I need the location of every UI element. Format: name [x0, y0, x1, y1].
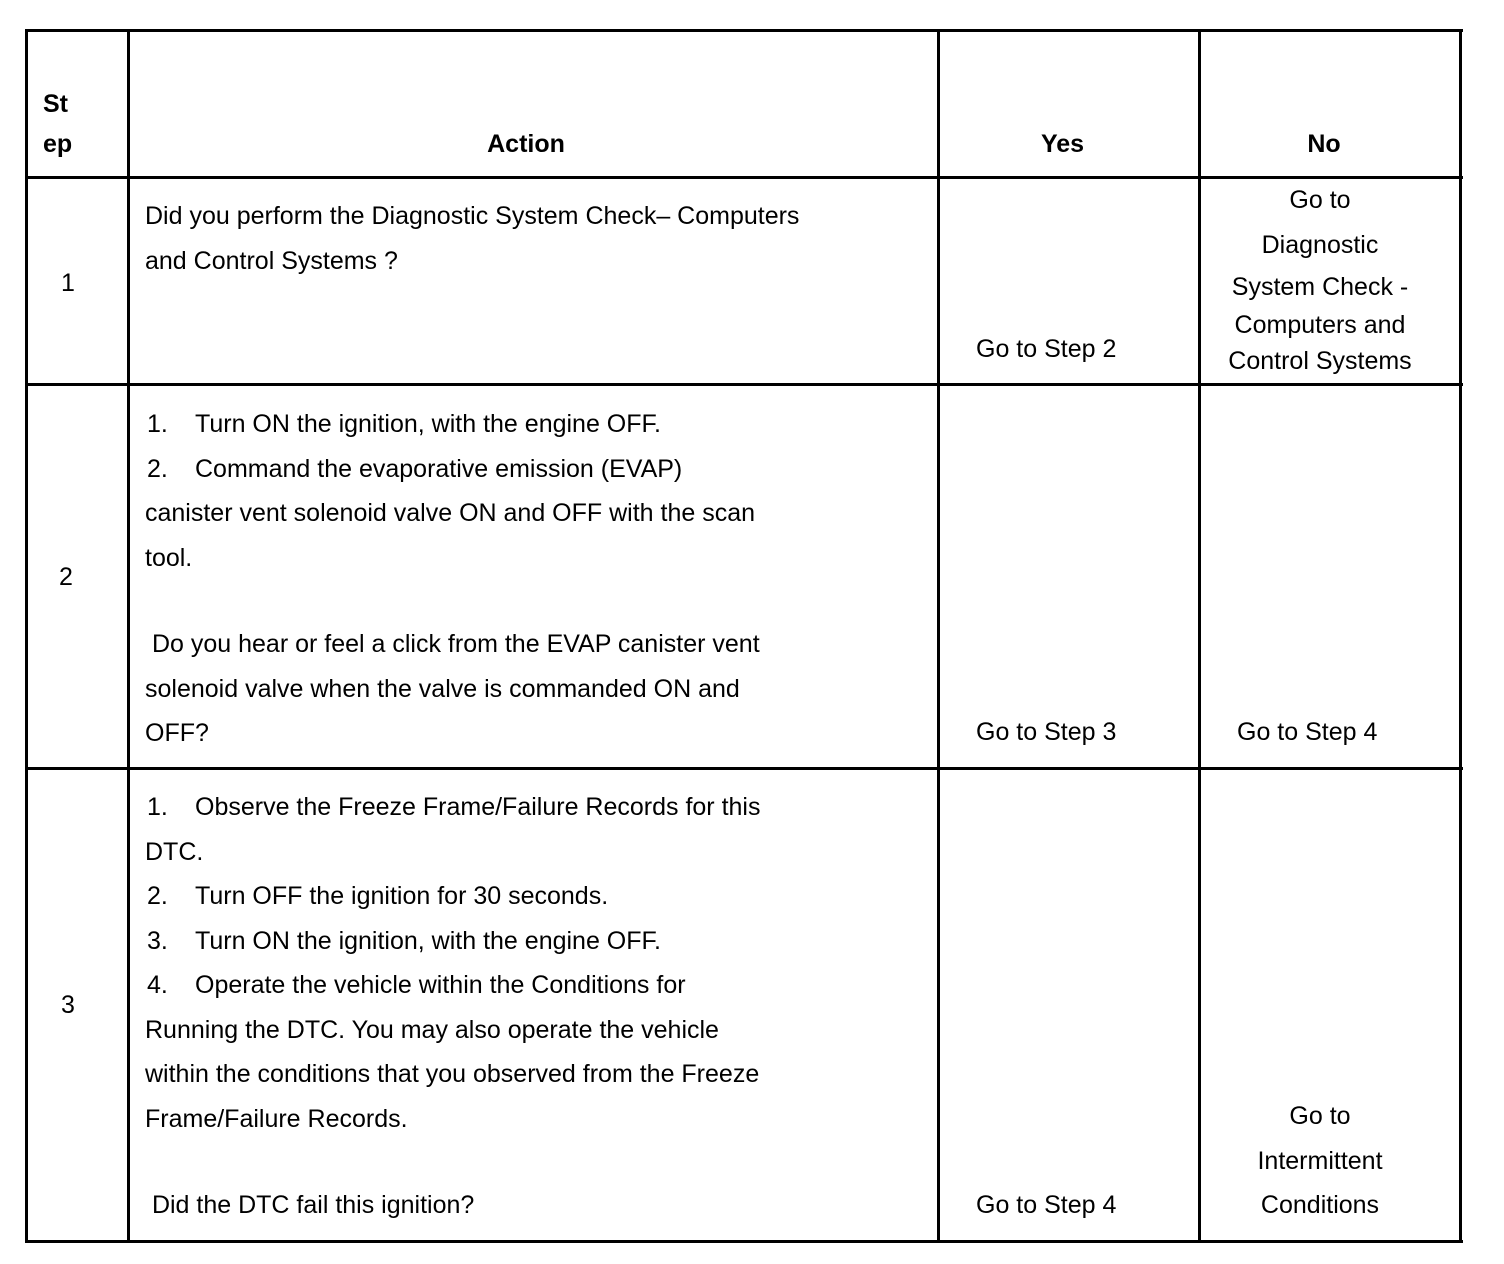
no-result	[1203, 178, 1437, 379]
no-result-line: Go to	[1289, 1102, 1351, 1130]
no-result-line: Computers and	[1234, 311, 1406, 339]
action-line: canister vent solenoid valve ON and OFF with the scan	[145, 499, 756, 527]
no-result	[1203, 1094, 1437, 1228]
action-list-item	[145, 963, 760, 1008]
action-text	[145, 785, 760, 1141]
header-action: Action	[487, 130, 565, 158]
step-number: 2	[59, 563, 73, 591]
action-text	[145, 194, 799, 283]
yes-result: Go to Step 4	[976, 1191, 1117, 1219]
table-border-bottom	[25, 1240, 1463, 1243]
no-result-line: System Check -	[1231, 273, 1409, 301]
action-question: Did the DTC fail this ignition?	[145, 1191, 475, 1219]
column-divider	[127, 29, 130, 1243]
action-list-item	[145, 447, 760, 492]
list-text: Observe the Freeze Frame/Failure Records for this	[195, 793, 761, 821]
no-result-line: Control Systems	[1228, 347, 1412, 375]
header-step	[43, 84, 72, 164]
yes-result: Go to Step 3	[976, 718, 1117, 746]
column-divider	[937, 29, 940, 1243]
column-divider	[1198, 29, 1201, 1243]
step-number: 1	[61, 269, 75, 297]
action-question-line: solenoid valve when the valve is commanded ON and	[145, 674, 740, 703]
no-result: Go to Step 4	[1237, 718, 1378, 746]
action-list-item	[145, 402, 760, 447]
yes-result: Go to Step 2	[976, 335, 1117, 363]
table-border-top	[25, 29, 1463, 32]
list-text: Turn ON the ignition, with the engine OFF.	[195, 926, 661, 955]
action-line: Frame/Failure Records.	[145, 1104, 408, 1133]
action-question-line: OFF?	[145, 719, 209, 747]
action-list-item	[145, 874, 760, 919]
action-question-line: Do you hear or feel a click from the EVAP canister vent	[145, 630, 760, 658]
list-number: 1.	[147, 410, 168, 438]
step-number: 3	[61, 991, 75, 1019]
header-step-line1: St	[43, 90, 68, 118]
list-number: 2.	[147, 454, 168, 483]
no-result-line: Go to	[1289, 186, 1351, 214]
header-yes: Yes	[1040, 130, 1085, 158]
action-list-item	[145, 785, 760, 830]
row-divider	[25, 767, 1463, 770]
action-text	[145, 402, 760, 756]
table-border-left	[25, 29, 28, 1243]
header-step-line2: ep	[43, 130, 73, 158]
list-text: Command the evaporative emission (EVAP)	[195, 454, 683, 483]
list-text: Turn ON the ignition, with the engine OFF.	[195, 410, 661, 438]
action-line: tool.	[145, 543, 193, 572]
no-result-line: Diagnostic	[1261, 230, 1379, 259]
table-border-right	[1459, 29, 1462, 1243]
list-number: 4.	[147, 971, 168, 999]
list-number: 2.	[147, 882, 168, 910]
action-line: Did you perform the Diagnostic System Check– Computers	[145, 202, 800, 230]
action-line: and Control Systems ?	[145, 246, 398, 275]
list-text: Turn OFF the ignition for 30 seconds.	[195, 882, 609, 910]
no-result-line: Conditions	[1260, 1191, 1380, 1219]
no-result-line: Intermittent	[1257, 1146, 1383, 1175]
list-number: 3.	[147, 926, 168, 955]
header-no: No	[1307, 130, 1341, 158]
action-list-item	[145, 919, 760, 964]
action-line: within the conditions that you observed from the Freeze	[145, 1060, 760, 1088]
action-line: Running the DTC. You may also operate the vehicle	[145, 1015, 719, 1044]
action-line: DTC.	[145, 837, 204, 866]
list-text: Operate the vehicle within the Conditions for	[195, 971, 686, 999]
row-divider	[25, 383, 1463, 386]
list-number: 1.	[147, 793, 168, 821]
